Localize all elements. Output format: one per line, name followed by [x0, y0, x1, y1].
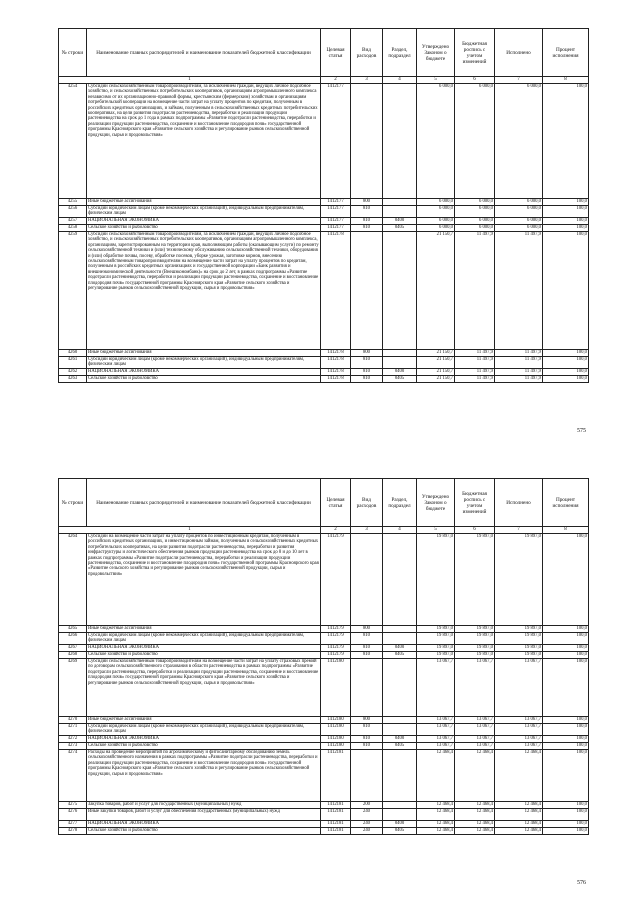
- header-expense-type: Вид расходов: [351, 29, 383, 77]
- header-section: Раздел, подраздел: [383, 479, 417, 527]
- row-expense-type: 240: [351, 809, 383, 821]
- row-expense-type: 800: [351, 199, 383, 206]
- row-schedule: 12 468,4: [455, 828, 495, 835]
- row-executed: 6 000,0: [495, 206, 543, 218]
- row-expense-type: 200: [351, 802, 383, 809]
- table-row: [59, 206, 589, 218]
- row-schedule: 6 000,0: [455, 206, 495, 218]
- row-percent: 100,0: [543, 821, 589, 828]
- row-approved: 13 067,7: [417, 743, 455, 750]
- row-schedule: 11 497,9: [455, 232, 495, 350]
- header-row-no: № строки: [59, 29, 87, 77]
- row-section: 0405: [383, 828, 417, 835]
- row-approved: 6 000,0: [417, 225, 455, 232]
- row-section: [383, 357, 417, 369]
- row-schedule: 6 000,0: [455, 84, 495, 199]
- row-name: Субсидии сельскохозяйственным товаропроизводителям, за исключением граждан, ведущих личное подсобное хозяйство, и сельскохозяйственных потребительских кооперативов, организациям агропромышленного комплекса, организациям, зарегистрированным на территории края, выполняющим работы (оказывающим услуги) по ремонту сельскохозяйственной техники и (или) техническому обслуживанию сельскохозяйственной техники, оборудования и (или) обработке почвы, посеву, обработке посевов, уборке урожая, заготовке кормов, внесению сельскохозяйственным товаропроизводителям на возмещение части затрат на уплату процентов по кредитам, полученным в российских кредитных организациях и государственной корпорации «Банк развития и внешнеэкономической деятельности (Внешэкономбанк)» на срок до 2 лет, в рамках подпрограммы «Развитие подотрасли растениеводства, переработки и реализации продукции растениеводства, сохранение и восстановление плодородия почв» государственной программы Красноярского края «Развитие сельского хозяйства и регулирование рынков сельскохозяйственной продукции, сырья и продовольствия»: [87, 232, 321, 350]
- row-target: 1412179: [321, 626, 351, 633]
- row-percent: 100,0: [543, 225, 589, 232]
- table-row: [59, 534, 589, 626]
- row-percent: 100,0: [543, 350, 589, 357]
- row-percent: 100,0: [543, 232, 589, 350]
- header-percent: Процент исполнения: [543, 479, 589, 527]
- row-number: 4263: [59, 376, 87, 383]
- row-number: 4277: [59, 821, 87, 828]
- row-number: 4262: [59, 369, 87, 376]
- table-row: [59, 633, 589, 645]
- row-executed: 12 468,4: [495, 750, 543, 802]
- row-target: 1412180: [321, 717, 351, 724]
- row-executed: 11 497,9: [495, 369, 543, 376]
- header-target: Целевая статья: [321, 479, 351, 527]
- table-row: [59, 652, 589, 659]
- row-schedule: 19 897,0: [455, 645, 495, 652]
- row-percent: 100,0: [543, 652, 589, 659]
- row-executed: 12 468,4: [495, 821, 543, 828]
- header-section: Раздел, подраздел: [383, 29, 417, 77]
- header-name: Наименование главных распорядителей и наименование показателей бюджетной классификации: [87, 29, 321, 77]
- row-number: 4271: [59, 724, 87, 736]
- table-row: [59, 376, 589, 383]
- page-number: 575: [577, 428, 586, 434]
- row-approved: 19 897,0: [417, 645, 455, 652]
- row-name: Субсидии юридическим лицам (кроме некоммерческих организаций), индивидуальным предпринимателям, физическим лицам: [87, 206, 321, 218]
- row-schedule: 11 497,9: [455, 357, 495, 369]
- row-target: 1412178: [321, 369, 351, 376]
- row-name: Сельское хозяйство и рыболовство: [87, 828, 321, 835]
- row-section: 0405: [383, 376, 417, 383]
- row-name: Иные бюджетные ассигнования: [87, 626, 321, 633]
- header-expense-type: Вид расходов: [351, 479, 383, 527]
- header-schedule: Бюджетная роспись с учетом изменений: [455, 29, 495, 77]
- row-name: Субсидии юридическим лицам (кроме некоммерческих организаций), индивидуальным предпринимателям, физическим лицам: [87, 357, 321, 369]
- row-number: 4266: [59, 633, 87, 645]
- row-approved: 21 150,7: [417, 232, 455, 350]
- report-page-576: [58, 478, 588, 835]
- row-section: 0405: [383, 652, 417, 659]
- row-approved: 21 150,7: [417, 357, 455, 369]
- row-schedule: 19 897,0: [455, 534, 495, 626]
- row-section: [383, 199, 417, 206]
- row-schedule: 6 000,0: [455, 225, 495, 232]
- row-target: 1412179: [321, 633, 351, 645]
- row-percent: 100,0: [543, 376, 589, 383]
- row-approved: 6 000,0: [417, 84, 455, 199]
- row-target: 1412177: [321, 218, 351, 225]
- row-expense-type: 810: [351, 736, 383, 743]
- row-percent: 100,0: [543, 717, 589, 724]
- row-executed: 6 000,0: [495, 218, 543, 225]
- row-number: 4269: [59, 659, 87, 717]
- row-percent: 100,0: [543, 633, 589, 645]
- row-schedule: 12 468,4: [455, 750, 495, 802]
- row-section: 0405: [383, 743, 417, 750]
- row-executed: 11 497,9: [495, 350, 543, 357]
- row-executed: 13 067,7: [495, 743, 543, 750]
- row-schedule: 12 468,4: [455, 821, 495, 828]
- row-approved: 13 067,7: [417, 717, 455, 724]
- row-number: 4255: [59, 199, 87, 206]
- row-number: 4258: [59, 225, 87, 232]
- row-executed: 13 067,7: [495, 736, 543, 743]
- table-row: [59, 821, 589, 828]
- row-name: Иные бюджетные ассигнования: [87, 350, 321, 357]
- row-schedule: 11 497,9: [455, 369, 495, 376]
- table-row: [59, 369, 589, 376]
- row-expense-type: 810: [351, 376, 383, 383]
- row-percent: 100,0: [543, 626, 589, 633]
- row-executed: 13 067,7: [495, 717, 543, 724]
- row-number: 4257: [59, 218, 87, 225]
- row-percent: 100,0: [543, 724, 589, 736]
- column-index-row: 1 2 3 4 5 6 7 8: [59, 77, 589, 84]
- row-target: 1412179: [321, 645, 351, 652]
- row-percent: 100,0: [543, 369, 589, 376]
- table-row: [59, 736, 589, 743]
- row-schedule: 13 067,7: [455, 736, 495, 743]
- row-target: 1412180: [321, 743, 351, 750]
- row-approved: 19 897,0: [417, 652, 455, 659]
- row-approved: 21 150,7: [417, 376, 455, 383]
- row-name: Расходы на проведение мероприятий по агрохимическому и фитосанитарному обследованию земель сельскохозяйственного назначения в рамках подпрограммы «Развитие подотрасли растениеводства, переработки и реализации продукции растениеводства, сохранение и восстановление плодородия почв» государственной программы Красноярского края «Развитие сельского хозяйства и регулирование рынков сельскохозяйственной продукции, сырья и продовольствия»: [87, 750, 321, 802]
- row-schedule: 13 067,7: [455, 717, 495, 724]
- row-expense-type: [351, 750, 383, 802]
- row-approved: 19 897,0: [417, 633, 455, 645]
- row-expense-type: 800: [351, 626, 383, 633]
- row-name: Иные закупки товаров, работ и услуг для обеспечения государственных (муниципальных) нужд: [87, 809, 321, 821]
- row-number: 4261: [59, 357, 87, 369]
- row-expense-type: 810: [351, 652, 383, 659]
- row-percent: 100,0: [543, 809, 589, 821]
- row-target: 1412178: [321, 376, 351, 383]
- row-executed: 6 000,0: [495, 199, 543, 206]
- row-percent: 100,0: [543, 218, 589, 225]
- row-number: 4274: [59, 750, 87, 802]
- header-executed: Исполнено: [495, 29, 543, 77]
- row-executed: 13 067,7: [495, 659, 543, 717]
- table-row: [59, 232, 589, 350]
- row-name: НАЦИОНАЛЬНАЯ ЭКОНОМИКА: [87, 645, 321, 652]
- table-row: [59, 750, 589, 802]
- row-schedule: 11 497,9: [455, 376, 495, 383]
- row-section: [383, 232, 417, 350]
- row-name: НАЦИОНАЛЬНАЯ ЭКОНОМИКА: [87, 821, 321, 828]
- row-name: НАЦИОНАЛЬНАЯ ЭКОНОМИКА: [87, 369, 321, 376]
- row-target: 1412179: [321, 534, 351, 626]
- row-target: 1412181: [321, 828, 351, 835]
- row-name: Субсидии юридическим лицам (кроме некоммерческих организаций), индивидуальным предпринимателям, физическим лицам: [87, 633, 321, 645]
- row-section: [383, 802, 417, 809]
- row-executed: 12 468,4: [495, 802, 543, 809]
- row-approved: 6 000,0: [417, 206, 455, 218]
- row-number: 4268: [59, 652, 87, 659]
- row-percent: 100,0: [543, 750, 589, 802]
- row-schedule: 11 497,9: [455, 350, 495, 357]
- row-name: НАЦИОНАЛЬНАЯ ЭКОНОМИКА: [87, 736, 321, 743]
- row-target: 1412180: [321, 724, 351, 736]
- table-row: [59, 199, 589, 206]
- table-row: [59, 724, 589, 736]
- header-row-no: № строки: [59, 479, 87, 527]
- row-name: Субсидии юридическим лицам (кроме некоммерческих организаций), индивидуальным предпринимателям, физическим лицам: [87, 724, 321, 736]
- row-name: Субсидии сельскохозяйственным товаропроизводителям, за исключением граждан, ведущих личное подсобное хозяйство, и сельскохозяйственных потребительских кооперативов, организациям агропромышленного комплекса независимо от их организационно-правовой формы, крестьянским (фермерским) хозяйствам и организациям потребительской кооперации на возмещение части затрат на уплату процентов по кредитам, полученным в российских кредитных организациях, и займам, полученным в сельскохозяйственных кредитных потребительских кооперативах, на цели развития подотрасли растениеводства, переработки и реализации продукции растениеводства на срок до 1 года в рамках подпрограммы «Развитие подотрасли растениеводства, переработки и реализации продукции растениеводства, сохранение и восстановление плодородия почв» государственной программы Красноярского края «Развитие сельского хозяйства и регулирование рынков сельскохозяйственной продукции, сырья и продовольствия»: [87, 84, 321, 199]
- row-number: 4264: [59, 534, 87, 626]
- row-expense-type: 240: [351, 821, 383, 828]
- row-schedule: 13 067,7: [455, 724, 495, 736]
- row-expense-type: 810: [351, 724, 383, 736]
- row-approved: 12 468,4: [417, 828, 455, 835]
- row-name: Сельское хозяйство и рыболовство: [87, 652, 321, 659]
- row-number: 4273: [59, 743, 87, 750]
- row-percent: 100,0: [543, 659, 589, 717]
- row-executed: 19 897,0: [495, 633, 543, 645]
- row-executed: 6 000,0: [495, 84, 543, 199]
- row-executed: 11 497,9: [495, 376, 543, 383]
- row-approved: 19 897,0: [417, 626, 455, 633]
- table-row: [59, 225, 589, 232]
- column-index-cell: 8: [543, 77, 589, 84]
- row-expense-type: [351, 84, 383, 199]
- row-percent: 100,0: [543, 199, 589, 206]
- row-target: 1412177: [321, 206, 351, 218]
- row-expense-type: 810: [351, 369, 383, 376]
- table-row: [59, 659, 589, 717]
- row-target: 1412181: [321, 750, 351, 802]
- row-number: 4256: [59, 206, 87, 218]
- row-approved: 12 468,4: [417, 809, 455, 821]
- row-schedule: 6 000,0: [455, 218, 495, 225]
- row-percent: 100,0: [543, 534, 589, 626]
- table-row: [59, 743, 589, 750]
- row-target: 1412177: [321, 84, 351, 199]
- row-section: 0400: [383, 369, 417, 376]
- table-row: [59, 84, 589, 199]
- row-target: 1412180: [321, 659, 351, 717]
- row-number: 4265: [59, 626, 87, 633]
- table-row: [59, 645, 589, 652]
- row-executed: 19 897,0: [495, 626, 543, 633]
- row-percent: 100,0: [543, 206, 589, 218]
- row-expense-type: [351, 232, 383, 350]
- table-row: [59, 218, 589, 225]
- row-expense-type: 810: [351, 206, 383, 218]
- row-executed: 19 897,0: [495, 534, 543, 626]
- row-section: 0400: [383, 821, 417, 828]
- row-number: 4259: [59, 232, 87, 350]
- row-schedule: 19 897,0: [455, 652, 495, 659]
- budget-table-576: [58, 478, 589, 835]
- row-target: 1412178: [321, 350, 351, 357]
- table-row: [59, 357, 589, 369]
- row-section: [383, 659, 417, 717]
- table-row: [59, 828, 589, 835]
- table-row: [59, 626, 589, 633]
- row-percent: 100,0: [543, 736, 589, 743]
- row-approved: 6 000,0: [417, 218, 455, 225]
- row-expense-type: 810: [351, 633, 383, 645]
- row-schedule: 6 000,0: [455, 199, 495, 206]
- row-executed: 12 468,4: [495, 828, 543, 835]
- row-approved: 6 000,0: [417, 199, 455, 206]
- row-number: 4278: [59, 828, 87, 835]
- row-section: [383, 626, 417, 633]
- row-target: 1412181: [321, 802, 351, 809]
- column-index-row: 1 2 3 4 5 6 7 8: [59, 527, 589, 534]
- row-name: НАЦИОНАЛЬНАЯ ЭКОНОМИКА: [87, 218, 321, 225]
- row-executed: 6 000,0: [495, 225, 543, 232]
- row-name: Сельское хозяйство и рыболовство: [87, 376, 321, 383]
- row-section: 0400: [383, 218, 417, 225]
- row-target: 1412180: [321, 736, 351, 743]
- row-name: Субсидии на возмещение части затрат на уплату процентов по инвестиционным кредитам, полученным в российских кредитных организациях, и инвестиционным займам, полученным в сельскохозяйственных кредитных потребительских кооперативах, на цели развития подотрасли растениеводства, переработки и развития инфраструктуры и логистического обеспечения рынков продукции растениеводства на срок до 8 и до 10 лет в рамках подпрограммы «Развитие подотрасли растениеводства, переработки и реализации продукции растениеводства, сохранение и восстановление плодородия почв» государственной программы Красноярского края «Развитие сельского хозяйства и регулирование рынков сельскохозяйственной продукции, сырья и продовольствия»: [87, 534, 321, 626]
- row-section: 0400: [383, 645, 417, 652]
- row-expense-type: 800: [351, 717, 383, 724]
- row-schedule: 12 468,4: [455, 809, 495, 821]
- budget-table-575: [58, 28, 589, 383]
- row-target: 1412179: [321, 652, 351, 659]
- row-target: 1412177: [321, 199, 351, 206]
- row-schedule: 19 897,0: [455, 633, 495, 645]
- row-target: 1412181: [321, 809, 351, 821]
- row-section: [383, 809, 417, 821]
- row-number: 4276: [59, 809, 87, 821]
- row-approved: 12 468,4: [417, 821, 455, 828]
- row-expense-type: [351, 534, 383, 626]
- header-name: Наименование главных распорядителей и наименование показателей бюджетной классификации: [87, 479, 321, 527]
- row-schedule: 13 067,7: [455, 659, 495, 717]
- row-number: 4275: [59, 802, 87, 809]
- row-section: [383, 717, 417, 724]
- header-executed: Исполнено: [495, 479, 543, 527]
- row-executed: 19 897,0: [495, 652, 543, 659]
- row-expense-type: 810: [351, 645, 383, 652]
- row-approved: 21 150,7: [417, 350, 455, 357]
- row-expense-type: 240: [351, 828, 383, 835]
- header-approved: Утверждено Законом о бюджете: [417, 29, 455, 77]
- row-target: 1412178: [321, 232, 351, 350]
- row-name: Иные бюджетные ассигнования: [87, 199, 321, 206]
- row-approved: 13 067,7: [417, 659, 455, 717]
- table-row: [59, 802, 589, 809]
- table-row: [59, 717, 589, 724]
- row-percent: 100,0: [543, 357, 589, 369]
- row-name: Сельское хозяйство и рыболовство: [87, 225, 321, 232]
- row-schedule: 19 897,0: [455, 626, 495, 633]
- table-row: [59, 350, 589, 357]
- row-executed: 13 067,7: [495, 724, 543, 736]
- row-section: 0405: [383, 225, 417, 232]
- row-percent: 100,0: [543, 645, 589, 652]
- row-expense-type: [351, 659, 383, 717]
- page-number: 576: [577, 880, 586, 886]
- row-approved: 12 468,4: [417, 802, 455, 809]
- row-section: 0400: [383, 736, 417, 743]
- row-percent: 100,0: [543, 828, 589, 835]
- header-schedule: Бюджетная роспись с учетом изменений: [455, 479, 495, 527]
- header-target: Целевая статья: [321, 29, 351, 77]
- row-approved: 13 067,7: [417, 736, 455, 743]
- row-approved: 21 150,7: [417, 369, 455, 376]
- row-target: 1412178: [321, 357, 351, 369]
- row-section: [383, 350, 417, 357]
- row-section: [383, 206, 417, 218]
- row-expense-type: 810: [351, 743, 383, 750]
- row-percent: 100,0: [543, 743, 589, 750]
- row-number: 4270: [59, 717, 87, 724]
- row-approved: 12 468,4: [417, 750, 455, 802]
- report-page-575: [58, 28, 588, 383]
- row-target: 1412177: [321, 225, 351, 232]
- row-expense-type: 800: [351, 350, 383, 357]
- row-section: [383, 633, 417, 645]
- row-expense-type: 810: [351, 225, 383, 232]
- row-executed: 19 897,0: [495, 645, 543, 652]
- row-number: 4254: [59, 84, 87, 199]
- row-approved: 19 897,0: [417, 534, 455, 626]
- row-section: [383, 534, 417, 626]
- row-approved: 13 067,7: [417, 724, 455, 736]
- row-name: Иные бюджетные ассигнования: [87, 717, 321, 724]
- row-number: 4267: [59, 645, 87, 652]
- row-expense-type: 810: [351, 357, 383, 369]
- row-expense-type: 810: [351, 218, 383, 225]
- header-percent: Процент исполнения: [543, 29, 589, 77]
- row-schedule: 12 468,4: [455, 802, 495, 809]
- row-percent: 100,0: [543, 84, 589, 199]
- row-section: [383, 750, 417, 802]
- row-name: Сельское хозяйство и рыболовство: [87, 743, 321, 750]
- row-executed: 11 497,9: [495, 357, 543, 369]
- row-executed: 12 468,4: [495, 809, 543, 821]
- row-percent: 100,0: [543, 802, 589, 809]
- row-section: [383, 84, 417, 199]
- row-name: Субсидии сельскохозяйственным товаропроизводителям на возмещение части затрат на уплату страховых премий по договорам сельскохозяйственного страхования в области растениеводства в рамках подпрограммы «Развитие подотрасли растениеводства, переработки и реализации продукции растениеводства, сохранение и восстановление плодородия почв» государственной программы Красноярского края «Развитие сельского хозяйства и регулирование рынков сельскохозяйственной продукции, сырья и продовольствия»: [87, 659, 321, 717]
- column-index-cell: 8: [543, 527, 589, 534]
- row-name: Закупка товаров, работ и услуг для государственных (муниципальных) нужд: [87, 802, 321, 809]
- row-schedule: 13 067,7: [455, 743, 495, 750]
- row-number: 4260: [59, 350, 87, 357]
- row-section: [383, 724, 417, 736]
- table-row: [59, 809, 589, 821]
- row-number: 4272: [59, 736, 87, 743]
- row-target: 1412181: [321, 821, 351, 828]
- header-approved: Утверждено Законом о бюджете: [417, 479, 455, 527]
- row-executed: 11 497,9: [495, 232, 543, 350]
